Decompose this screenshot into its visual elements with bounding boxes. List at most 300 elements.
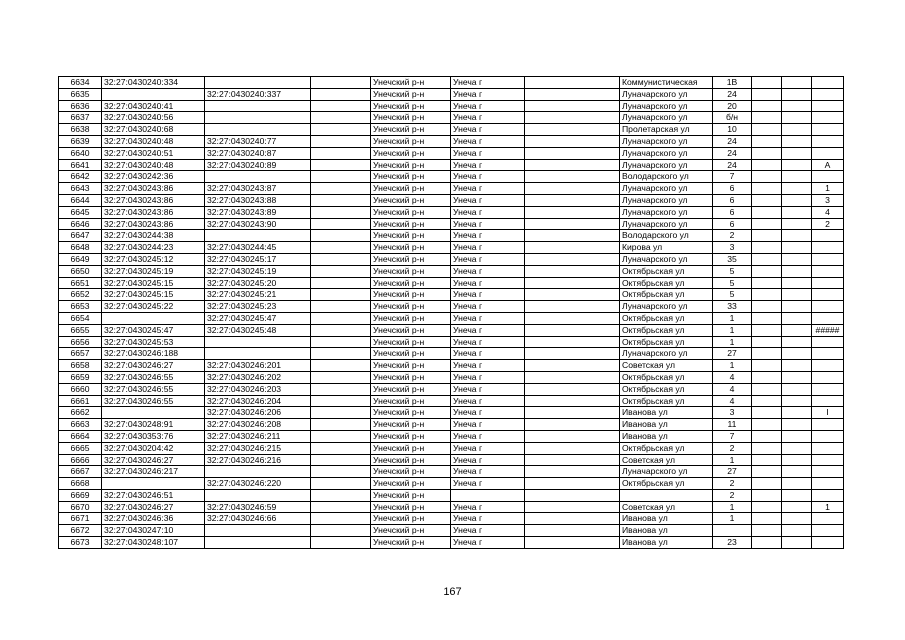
table-row <box>59 77 844 89</box>
district-cell: Унечский р-н <box>371 489 451 501</box>
street-cell: Пролетарская ул <box>620 124 713 136</box>
extra-cell <box>311 100 371 112</box>
building-cadastral-cell: 32:27:0430245:21 <box>205 289 311 301</box>
street-cell: Луначарского ул <box>620 112 713 124</box>
building-cell <box>752 466 782 478</box>
city-cell: Унеча г <box>451 194 525 206</box>
cadastral-number-cell: 32:27:0430204:42 <box>102 442 205 454</box>
row-number-cell: 6651 <box>59 277 102 289</box>
table-row <box>59 88 844 100</box>
city-cell: Унеча г <box>451 501 525 513</box>
cadastral-number-cell: 32:27:0430245:47 <box>102 324 205 336</box>
extra-cell <box>311 525 371 537</box>
block-cell <box>782 324 812 336</box>
street-cell: Октябрьская ул <box>620 277 713 289</box>
apartment-cell <box>812 230 844 242</box>
locality-cell <box>525 454 620 466</box>
extra-cell <box>311 466 371 478</box>
building-cell <box>752 383 782 395</box>
building-cell <box>752 395 782 407</box>
building-cadastral-cell: 32:27:0430240:337 <box>205 88 311 100</box>
building-cadastral-cell: 32:27:0430246:208 <box>205 419 311 431</box>
district-cell: Унечский р-н <box>371 466 451 478</box>
city-cell: Унеча г <box>451 466 525 478</box>
locality-cell <box>525 336 620 348</box>
city-cell: Унеча г <box>451 230 525 242</box>
building-cadastral-cell: 32:27:0430246:203 <box>205 383 311 395</box>
row-number-cell: 6652 <box>59 289 102 301</box>
cadastral-number-cell: 32:27:0430240:68 <box>102 124 205 136</box>
block-cell <box>782 466 812 478</box>
extra-cell <box>311 242 371 254</box>
building-cell <box>752 513 782 525</box>
street-cell: Луначарского ул <box>620 135 713 147</box>
house-number-cell: 3 <box>713 242 752 254</box>
extra-cell <box>311 77 371 89</box>
block-cell <box>782 430 812 442</box>
extra-cell <box>311 265 371 277</box>
building-cadastral-cell: 32:27:0430245:48 <box>205 324 311 336</box>
cadastral-number-cell: 32:27:0430243:86 <box>102 194 205 206</box>
locality-cell <box>525 277 620 289</box>
city-cell <box>451 489 525 501</box>
extra-cell <box>311 159 371 171</box>
house-number-cell: 27 <box>713 466 752 478</box>
extra-cell <box>311 183 371 195</box>
table-row <box>59 230 844 242</box>
table-row <box>59 265 844 277</box>
street-cell: Луначарского ул <box>620 206 713 218</box>
block-cell <box>782 277 812 289</box>
building-cell <box>752 501 782 513</box>
locality-cell <box>525 442 620 454</box>
district-cell: Унечский р-н <box>371 124 451 136</box>
apartment-cell <box>812 88 844 100</box>
row-number-cell: 6641 <box>59 159 102 171</box>
cadastral-number-cell <box>102 407 205 419</box>
street-cell: Иванова ул <box>620 430 713 442</box>
extra-cell <box>311 253 371 265</box>
street-cell: Луначарского ул <box>620 218 713 230</box>
district-cell: Унечский р-н <box>371 478 451 490</box>
extra-cell <box>311 360 371 372</box>
house-number-cell: 1 <box>713 324 752 336</box>
row-number-cell: 6648 <box>59 242 102 254</box>
building-cadastral-cell <box>205 77 311 89</box>
row-number-cell: 6654 <box>59 312 102 324</box>
street-cell: Коммунистическая <box>620 77 713 89</box>
district-cell: Унечский р-н <box>371 135 451 147</box>
house-number-cell: 2 <box>713 442 752 454</box>
apartment-cell <box>812 371 844 383</box>
apartment-cell <box>812 242 844 254</box>
street-cell: Октябрьская ул <box>620 312 713 324</box>
apartment-cell <box>812 253 844 265</box>
table-row <box>59 419 844 431</box>
block-cell <box>782 407 812 419</box>
street-cell: Луначарского ул <box>620 301 713 313</box>
district-cell: Унечский р-н <box>371 336 451 348</box>
house-number-cell: 6 <box>713 206 752 218</box>
row-number-cell: 6666 <box>59 454 102 466</box>
district-cell: Унечский р-н <box>371 383 451 395</box>
street-cell: Луначарского ул <box>620 147 713 159</box>
cadastral-number-cell <box>102 88 205 100</box>
city-cell: Унеча г <box>451 407 525 419</box>
block-cell <box>782 124 812 136</box>
cadastral-number-cell: 32:27:0430246:217 <box>102 466 205 478</box>
block-cell <box>782 218 812 230</box>
district-cell: Унечский р-н <box>371 312 451 324</box>
row-number-cell: 6657 <box>59 348 102 360</box>
city-cell: Унеча г <box>451 383 525 395</box>
row-number-cell: 6637 <box>59 112 102 124</box>
street-cell: Кирова ул <box>620 242 713 254</box>
locality-cell <box>525 312 620 324</box>
cadastral-number-cell: 32:27:0430240:48 <box>102 135 205 147</box>
locality-cell <box>525 147 620 159</box>
building-cell <box>752 230 782 242</box>
table-row <box>59 537 844 549</box>
building-cell <box>752 206 782 218</box>
apartment-cell <box>812 265 844 277</box>
page-number: 167 <box>443 586 462 598</box>
building-cell <box>752 253 782 265</box>
building-cell <box>752 525 782 537</box>
apartment-cell <box>812 513 844 525</box>
extra-cell <box>311 206 371 218</box>
building-cell <box>752 194 782 206</box>
extra-cell <box>311 407 371 419</box>
building-cell <box>752 277 782 289</box>
locality-cell <box>525 395 620 407</box>
cadastral-number-cell: 32:27:0430245:22 <box>102 301 205 313</box>
district-cell: Унечский р-н <box>371 371 451 383</box>
building-cadastral-cell: 32:27:0430246:204 <box>205 395 311 407</box>
building-cell <box>752 419 782 431</box>
locality-cell <box>525 171 620 183</box>
street-cell: Луначарского ул <box>620 100 713 112</box>
row-number-cell: 6646 <box>59 218 102 230</box>
street-cell: Иванова ул <box>620 513 713 525</box>
apartment-cell <box>812 171 844 183</box>
table-row <box>59 407 844 419</box>
building-cadastral-cell: 32:27:0430240:89 <box>205 159 311 171</box>
extra-cell <box>311 88 371 100</box>
district-cell: Унечский р-н <box>371 112 451 124</box>
block-cell <box>782 348 812 360</box>
row-number-cell: 6672 <box>59 525 102 537</box>
cadastral-number-cell: 32:27:0430240:51 <box>102 147 205 159</box>
locality-cell <box>525 525 620 537</box>
district-cell: Унечский р-н <box>371 159 451 171</box>
district-cell: Унечский р-н <box>371 265 451 277</box>
row-number-cell: 6667 <box>59 466 102 478</box>
house-number-cell: 2 <box>713 230 752 242</box>
building-cadastral-cell <box>205 466 311 478</box>
cadastral-number-cell: 32:27:0430353:76 <box>102 430 205 442</box>
apartment-cell: I <box>812 407 844 419</box>
building-cell <box>752 360 782 372</box>
building-cadastral-cell: 32:27:0430246:202 <box>205 371 311 383</box>
block-cell <box>782 77 812 89</box>
extra-cell <box>311 489 371 501</box>
district-cell: Унечский р-н <box>371 324 451 336</box>
apartment-cell: 2 <box>812 218 844 230</box>
apartment-cell <box>812 454 844 466</box>
house-number-cell: 5 <box>713 277 752 289</box>
house-number-cell: 20 <box>713 100 752 112</box>
extra-cell <box>311 112 371 124</box>
building-cadastral-cell: 32:27:0430246:211 <box>205 430 311 442</box>
street-cell: Луначарского ул <box>620 253 713 265</box>
table-row <box>59 206 844 218</box>
building-cadastral-cell: 32:27:0430244:45 <box>205 242 311 254</box>
table-row <box>59 124 844 136</box>
table-row <box>59 513 844 525</box>
house-number-cell: 4 <box>713 371 752 383</box>
district-cell: Унечский р-н <box>371 242 451 254</box>
cadastral-number-cell: 32:27:0430246:188 <box>102 348 205 360</box>
block-cell <box>782 383 812 395</box>
table-row <box>59 171 844 183</box>
building-cadastral-cell <box>205 525 311 537</box>
table-row <box>59 289 844 301</box>
city-cell: Унеча г <box>451 324 525 336</box>
building-cell <box>752 324 782 336</box>
block-cell <box>782 395 812 407</box>
city-cell: Унеча г <box>451 100 525 112</box>
cadastral-number-cell: 32:27:0430246:55 <box>102 395 205 407</box>
district-cell: Унечский р-н <box>371 171 451 183</box>
row-number-cell: 6662 <box>59 407 102 419</box>
locality-cell <box>525 218 620 230</box>
apartment-cell <box>812 525 844 537</box>
cadastral-number-cell: 32:27:0430246:51 <box>102 489 205 501</box>
building-cell <box>752 265 782 277</box>
table-row <box>59 466 844 478</box>
house-number-cell: 24 <box>713 88 752 100</box>
table-row <box>59 218 844 230</box>
row-number-cell: 6639 <box>59 135 102 147</box>
row-number-cell: 6661 <box>59 395 102 407</box>
table-row <box>59 383 844 395</box>
city-cell: Унеча г <box>451 336 525 348</box>
table-row <box>59 371 844 383</box>
street-cell: Иванова ул <box>620 537 713 549</box>
district-cell: Унечский р-н <box>371 525 451 537</box>
locality-cell <box>525 289 620 301</box>
building-cell <box>752 242 782 254</box>
building-cell <box>752 348 782 360</box>
row-number-cell: 6636 <box>59 100 102 112</box>
cadastral-number-cell: 32:27:0430246:27 <box>102 360 205 372</box>
city-cell: Унеча г <box>451 301 525 313</box>
city-cell: Унеча г <box>451 265 525 277</box>
row-number-cell: 6645 <box>59 206 102 218</box>
building-cadastral-cell <box>205 124 311 136</box>
extra-cell <box>311 324 371 336</box>
row-number-cell: 6638 <box>59 124 102 136</box>
building-cadastral-cell: 32:27:0430245:47 <box>205 312 311 324</box>
city-cell: Унеча г <box>451 159 525 171</box>
apartment-cell <box>812 147 844 159</box>
building-cell <box>752 77 782 89</box>
cadastral-number-cell <box>102 478 205 490</box>
house-number-cell: 1 <box>713 336 752 348</box>
street-cell: Луначарского ул <box>620 348 713 360</box>
block-cell <box>782 301 812 313</box>
extra-cell <box>311 478 371 490</box>
street-cell: Октябрьская ул <box>620 289 713 301</box>
apartment-cell <box>812 466 844 478</box>
block-cell <box>782 537 812 549</box>
house-number-cell: 35 <box>713 253 752 265</box>
street-cell: Луначарского ул <box>620 466 713 478</box>
house-number-cell: 1В <box>713 77 752 89</box>
district-cell: Унечский р-н <box>371 253 451 265</box>
city-cell: Унеча г <box>451 277 525 289</box>
city-cell: Унеча г <box>451 312 525 324</box>
block-cell <box>782 336 812 348</box>
apartment-cell: 1 <box>812 501 844 513</box>
table-body <box>59 77 844 549</box>
extra-cell <box>311 501 371 513</box>
street-cell: Иванова ул <box>620 419 713 431</box>
building-cadastral-cell: 32:27:0430246:206 <box>205 407 311 419</box>
apartment-cell <box>812 112 844 124</box>
house-number-cell: 23 <box>713 537 752 549</box>
table-row <box>59 194 844 206</box>
locality-cell <box>525 100 620 112</box>
block-cell <box>782 183 812 195</box>
table-row <box>59 242 844 254</box>
table-row <box>59 135 844 147</box>
house-number-cell: 3 <box>713 407 752 419</box>
house-number-cell: 5 <box>713 265 752 277</box>
apartment-cell <box>812 442 844 454</box>
table-row <box>59 525 844 537</box>
block-cell <box>782 253 812 265</box>
city-cell: Унеча г <box>451 419 525 431</box>
locality-cell <box>525 371 620 383</box>
row-number-cell: 6642 <box>59 171 102 183</box>
table-row <box>59 395 844 407</box>
building-cadastral-cell <box>205 537 311 549</box>
locality-cell <box>525 324 620 336</box>
locality-cell <box>525 478 620 490</box>
locality-cell <box>525 265 620 277</box>
cadastral-number-cell: 32:27:0430240:41 <box>102 100 205 112</box>
city-cell: Унеча г <box>451 478 525 490</box>
cadastral-number-cell: 32:27:0430244:23 <box>102 242 205 254</box>
building-cell <box>752 537 782 549</box>
locality-cell <box>525 348 620 360</box>
extra-cell <box>311 454 371 466</box>
cadastral-number-cell: 32:27:0430246:27 <box>102 501 205 513</box>
district-cell: Унечский р-н <box>371 183 451 195</box>
apartment-cell <box>812 537 844 549</box>
extra-cell <box>311 135 371 147</box>
apartment-cell <box>812 489 844 501</box>
house-number-cell: 27 <box>713 348 752 360</box>
extra-cell <box>311 301 371 313</box>
block-cell <box>782 489 812 501</box>
street-cell: Октябрьская ул <box>620 336 713 348</box>
apartment-cell <box>812 360 844 372</box>
cadastral-number-cell: 32:27:0430246:55 <box>102 383 205 395</box>
cadastral-number-cell: 32:27:0430247:10 <box>102 525 205 537</box>
block-cell <box>782 478 812 490</box>
street-cell: Луначарского ул <box>620 88 713 100</box>
table-row <box>59 312 844 324</box>
cadastral-number-cell: 32:27:0430243:86 <box>102 183 205 195</box>
street-cell: Володарского ул <box>620 230 713 242</box>
building-cadastral-cell <box>205 171 311 183</box>
house-number-cell: 4 <box>713 383 752 395</box>
row-number-cell: 6649 <box>59 253 102 265</box>
district-cell: Унечский р-н <box>371 100 451 112</box>
table-row <box>59 489 844 501</box>
cadastral-number-cell: 32:27:0430248:91 <box>102 419 205 431</box>
district-cell: Унечский р-н <box>371 194 451 206</box>
locality-cell <box>525 301 620 313</box>
building-cadastral-cell: 32:27:0430245:23 <box>205 301 311 313</box>
locality-cell <box>525 135 620 147</box>
city-cell: Унеча г <box>451 513 525 525</box>
cadastral-number-cell: 32:27:0430240:334 <box>102 77 205 89</box>
building-cadastral-cell <box>205 336 311 348</box>
locality-cell <box>525 430 620 442</box>
building-cell <box>752 489 782 501</box>
locality-cell <box>525 112 620 124</box>
block-cell <box>782 525 812 537</box>
cadastral-number-cell: 32:27:0430245:15 <box>102 289 205 301</box>
city-cell: Унеча г <box>451 88 525 100</box>
table-row <box>59 147 844 159</box>
street-cell: Октябрьская ул <box>620 383 713 395</box>
building-cell <box>752 88 782 100</box>
block-cell <box>782 147 812 159</box>
table-row <box>59 348 844 360</box>
street-cell: Советская ул <box>620 501 713 513</box>
apartment-cell <box>812 100 844 112</box>
city-cell: Унеча г <box>451 289 525 301</box>
cadastral-number-cell: 32:27:0430242:36 <box>102 171 205 183</box>
house-number-cell: 24 <box>713 147 752 159</box>
row-number-cell: 6643 <box>59 183 102 195</box>
district-cell: Унечский р-н <box>371 277 451 289</box>
city-cell: Унеча г <box>451 360 525 372</box>
apartment-cell <box>812 124 844 136</box>
locality-cell <box>525 194 620 206</box>
table-row <box>59 277 844 289</box>
district-cell: Унечский р-н <box>371 289 451 301</box>
house-number-cell: 24 <box>713 159 752 171</box>
district-cell: Унечский р-н <box>371 442 451 454</box>
cadastral-number-cell <box>102 312 205 324</box>
cadastral-number-cell: 32:27:0430243:86 <box>102 206 205 218</box>
row-number-cell: 6644 <box>59 194 102 206</box>
row-number-cell: 6650 <box>59 265 102 277</box>
extra-cell <box>311 218 371 230</box>
house-number-cell: б/н <box>713 112 752 124</box>
table-row <box>59 301 844 313</box>
locality-cell <box>525 124 620 136</box>
table-row <box>59 112 844 124</box>
street-cell: Октябрьская ул <box>620 478 713 490</box>
block-cell <box>782 289 812 301</box>
